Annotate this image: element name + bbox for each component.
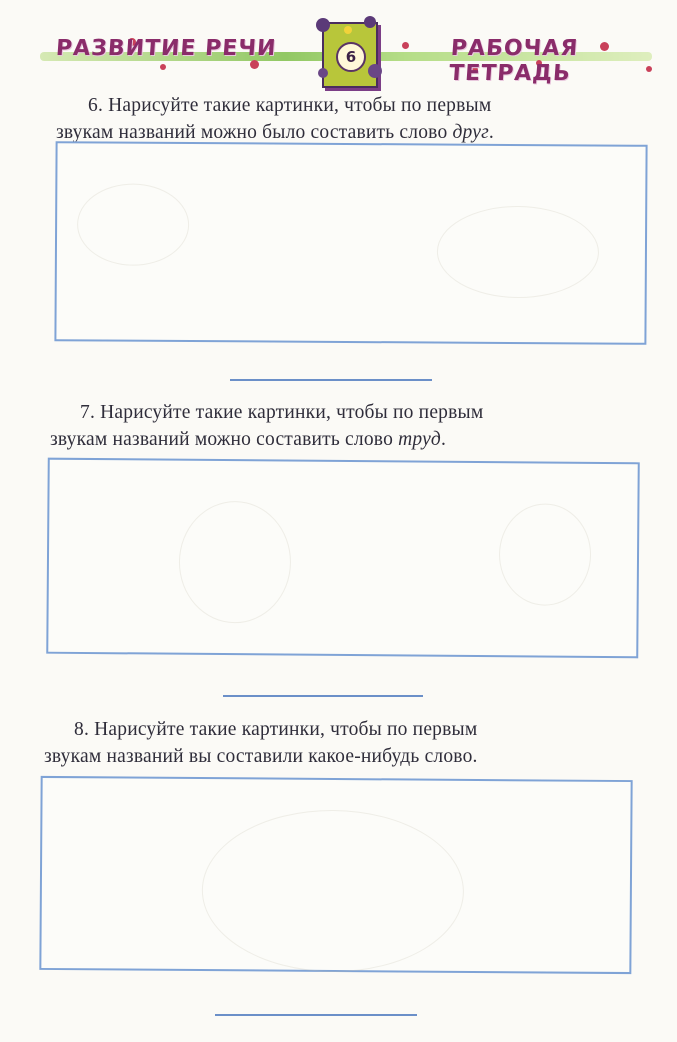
task-number: 7. (80, 402, 96, 423)
task-8 (74, 716, 477, 743)
task-text-line1: Нарисуйте такие картинки, чтобы по первым (94, 719, 478, 740)
task-end: . (488, 122, 494, 143)
target-word: друг (452, 122, 489, 143)
badge-dot (344, 26, 352, 34)
task-7 (80, 399, 483, 426)
decor-dot (160, 64, 166, 70)
faint-show-through (77, 183, 189, 266)
badge-dot (316, 18, 330, 32)
badge-dot (364, 16, 376, 28)
task-6 (88, 92, 491, 119)
faint-show-through (437, 206, 600, 299)
task-8-line2 (44, 743, 478, 770)
task-text-line2: звукам названий можно было составить слово (56, 122, 448, 143)
answer-line-6[interactable] (230, 379, 432, 381)
task-text-line2: звукам названий вы составили какое-нибудь слово. (44, 746, 478, 767)
workbook-title-left: РАЗВИТИЕ РЕЧИ (55, 36, 278, 61)
task-end: . (440, 429, 447, 450)
drawing-frame-6[interactable] (54, 141, 647, 345)
answer-line-7[interactable] (223, 695, 423, 697)
faint-show-through (201, 809, 464, 973)
task-number: 6. (88, 95, 104, 116)
workbook-title-right: РАБОЧАЯ ТЕТРАДЬ (448, 36, 580, 86)
decor-dot (250, 60, 259, 69)
drawing-frame-8[interactable] (39, 776, 632, 974)
decor-dot (402, 42, 409, 49)
task-text-line1: Нарисуйте такие картинки, чтобы по первым (100, 402, 484, 423)
task-number: 8. (74, 719, 90, 740)
task-text-line2: звукам названий можно составить слово (50, 429, 394, 450)
page-number: 6 (336, 42, 366, 72)
faint-show-through (499, 503, 592, 606)
answer-line-8[interactable] (215, 1014, 417, 1016)
badge-dot (368, 64, 382, 78)
page-number-badge (322, 22, 378, 88)
badge-dot (318, 68, 328, 78)
page-header (0, 0, 677, 95)
target-word: труд (398, 429, 441, 450)
drawing-frame-7[interactable] (46, 458, 640, 659)
faint-show-through (178, 501, 291, 624)
task-7-line2 (50, 426, 446, 453)
task-text-line1: Нарисуйте такие картинки, чтобы по первым (108, 95, 492, 116)
